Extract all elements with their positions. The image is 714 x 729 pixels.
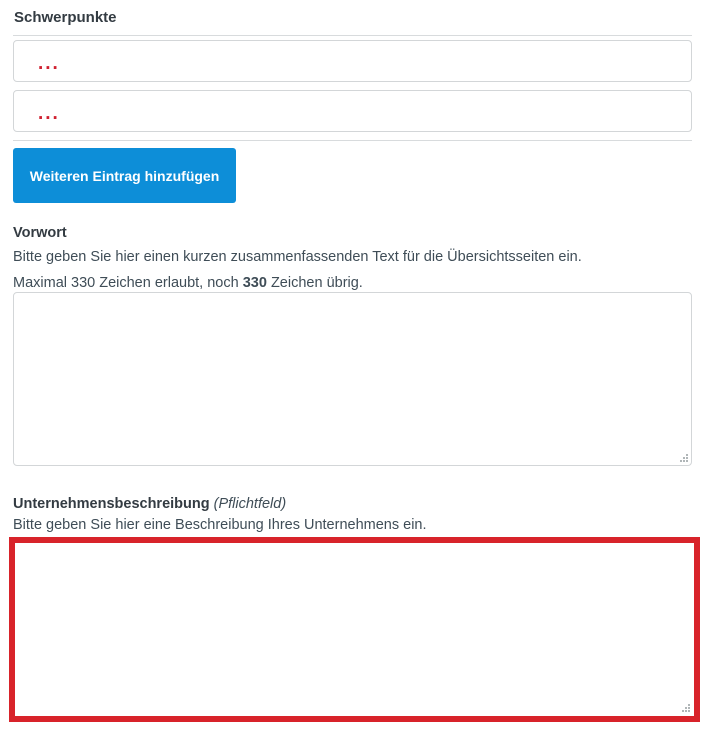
vorwort-help-text: Bitte geben Sie hier einen kurzen zusammenfassenden Text für die Übersichtsseiten ein.: [13, 249, 582, 265]
section-divider: [13, 140, 692, 141]
vorwort-char-counter: [13, 274, 714, 292]
schwerpunkte-heading: Schwerpunkte: [14, 9, 117, 26]
resize-handle-icon[interactable]: [682, 704, 691, 713]
counter-prefix: Maximal 330 Zeichen erlaubt, noch: [13, 275, 243, 291]
unternehmensbeschreibung-help-text: Bitte geben Sie hier eine Beschreibung Ihres Unternehmens ein.: [13, 517, 427, 533]
add-entry-button[interactable]: Weiteren Eintrag hinzufügen: [13, 148, 236, 203]
label-text: Unternehmensbeschreibung: [13, 496, 210, 512]
section-divider: [13, 35, 692, 36]
unternehmensbeschreibung-textarea[interactable]: [15, 543, 694, 716]
counter-suffix: Zeichen übrig.: [266, 275, 363, 291]
vorwort-label: Vorwort: [13, 225, 67, 241]
required-note: (Pflichtfeld): [213, 496, 287, 512]
vorwort-textarea-wrap: [13, 292, 692, 466]
unternehmensbeschreibung-label: [13, 494, 714, 514]
schwerpunkt-entry-2[interactable]: [13, 90, 692, 132]
entry-ellipsis-text: ...: [38, 53, 60, 74]
form-page: [0, 8, 714, 722]
entry-ellipsis-text: ...: [38, 103, 60, 124]
highlight-annotation-box: [9, 537, 700, 722]
resize-handle-icon[interactable]: [680, 454, 689, 463]
counter-remaining: 330: [242, 275, 267, 291]
vorwort-textarea[interactable]: [13, 292, 692, 466]
schwerpunkt-entry-1[interactable]: [13, 40, 692, 82]
